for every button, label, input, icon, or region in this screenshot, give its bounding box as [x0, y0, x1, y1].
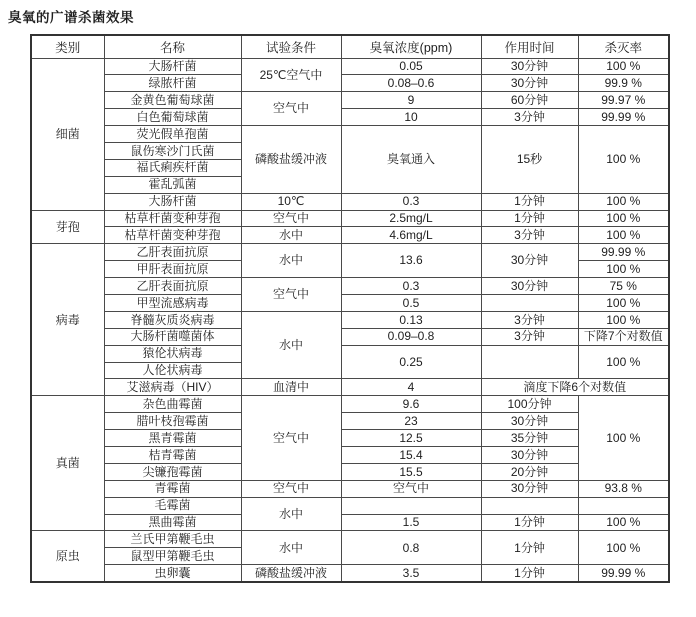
table-row — [31, 514, 669, 531]
table-row — [31, 210, 669, 227]
table-cell: 杂色曲霉菌 — [104, 396, 241, 413]
table-cell: 0.3 — [341, 278, 481, 295]
table-cell: 0.3 — [341, 193, 481, 210]
table-cell: 空气中 — [241, 92, 341, 126]
table-row — [31, 227, 669, 244]
table-cell: 脊髓灰质炎病毒 — [104, 311, 241, 328]
table-row — [31, 35, 669, 58]
table-cell: 75 % — [578, 278, 669, 295]
table-cell: 病毒 — [31, 244, 104, 396]
table-cell: 13.6 — [341, 244, 481, 278]
table-cell: 大肠杆菌 — [104, 193, 241, 210]
table-cell: 15.4 — [341, 446, 481, 463]
table-cell: 下降7个对数值 — [578, 328, 669, 345]
table-cell: 3分钟 — [481, 109, 578, 126]
table-cell: 1分钟 — [481, 514, 578, 531]
table-cell: 黑青霉菌 — [104, 430, 241, 447]
table-cell: 100 % — [578, 345, 669, 379]
table-cell: 水中 — [241, 244, 341, 278]
table-cell: 3分钟 — [481, 227, 578, 244]
page-title: 臭氧的广谱杀菌效果 — [8, 10, 134, 25]
table-cell: 9.6 — [341, 396, 481, 413]
table-cell: 磷酸盐缓冲液 — [241, 565, 341, 582]
table-cell: 100 % — [578, 514, 669, 531]
table-cell: 9 — [341, 92, 481, 109]
table-cell: 水中 — [241, 497, 341, 531]
table-cell: 100分钟 — [481, 396, 578, 413]
table-cell: 4.6mg/L — [341, 227, 481, 244]
table-cell: 兰氏甲第鞭毛虫 — [104, 531, 241, 548]
table-cell: 0.8 — [341, 531, 481, 565]
table-row — [31, 92, 669, 109]
table-cell: 滴度下降6个对数值 — [481, 379, 669, 396]
table-cell: 青霉菌 — [104, 480, 241, 497]
sterilization-table — [30, 34, 670, 583]
table-cell: 15.5 — [341, 463, 481, 480]
table-row — [31, 379, 669, 396]
table-row — [31, 345, 669, 362]
table-row — [31, 126, 669, 143]
table-cell: 猿伦状病毒 — [104, 345, 241, 362]
table-row — [31, 430, 669, 447]
table-cell — [481, 497, 578, 514]
table-cell: 25℃空气中 — [241, 58, 341, 92]
table-row — [31, 278, 669, 295]
table-cell: 空气中 — [341, 480, 481, 497]
table-cell: 细菌 — [31, 58, 104, 210]
table-cell: 10 — [341, 109, 481, 126]
table-container — [30, 34, 696, 583]
table-cell: 0.08–0.6 — [341, 75, 481, 92]
table-cell: 100 % — [578, 531, 669, 565]
table-cell: 1分钟 — [481, 531, 578, 565]
table-row — [31, 193, 669, 210]
column-header: 作用时间 — [481, 35, 578, 58]
table-cell: 空气中 — [241, 396, 341, 480]
table-cell — [481, 294, 578, 311]
table-cell: 100 % — [578, 261, 669, 278]
table-cell: 3分钟 — [481, 328, 578, 345]
table-cell: 鼠伤寒沙门氏菌 — [104, 142, 241, 159]
column-header: 名称 — [104, 35, 241, 58]
table-cell: 腊叶枝孢霉菌 — [104, 413, 241, 430]
table-cell: 水中 — [241, 531, 341, 565]
table-cell: 枯草杆菌变种芽孢 — [104, 227, 241, 244]
table-header-row — [31, 35, 669, 58]
table-cell: 甲肝表面抗原 — [104, 261, 241, 278]
table-cell: 0.25 — [341, 345, 481, 379]
table-cell: 20分钟 — [481, 463, 578, 480]
table-cell: 1.5 — [341, 514, 481, 531]
table-cell: 23 — [341, 413, 481, 430]
table-cell: 霍乱弧菌 — [104, 176, 241, 193]
table-cell: 桔青霉菌 — [104, 446, 241, 463]
column-header: 臭氧浓度(ppm) — [341, 35, 481, 58]
table-cell: 原虫 — [31, 531, 104, 582]
table-cell: 磷酸盐缓冲液 — [241, 126, 341, 194]
table-cell: 35分钟 — [481, 430, 578, 447]
table-cell: 金黄色葡萄球菌 — [104, 92, 241, 109]
table-cell: 荧光假单孢菌 — [104, 126, 241, 143]
table-cell: 3分钟 — [481, 311, 578, 328]
table-cell: 水中 — [241, 227, 341, 244]
table-cell: 30分钟 — [481, 244, 578, 278]
table-cell: 10℃ — [241, 193, 341, 210]
table-cell: 乙肝表面抗原 — [104, 244, 241, 261]
table-cell: 15秒 — [481, 126, 578, 194]
table-cell: 30分钟 — [481, 413, 578, 430]
table-cell: 血清中 — [241, 379, 341, 396]
table-cell: 100 % — [578, 294, 669, 311]
table-cell: 空气中 — [241, 278, 341, 312]
table-row — [31, 58, 669, 75]
table-row — [31, 75, 669, 92]
table-cell: 100 % — [578, 311, 669, 328]
table-cell: 0.09–0.8 — [341, 328, 481, 345]
table-cell: 1分钟 — [481, 565, 578, 582]
table-cell: 芽孢 — [31, 210, 104, 244]
table-cell: 99.9 % — [578, 75, 669, 92]
table-cell: 12.5 — [341, 430, 481, 447]
table-cell: 100 % — [578, 58, 669, 75]
table-row — [31, 413, 669, 430]
table-cell: 艾滋病毒（HIV） — [104, 379, 241, 396]
table-cell: 1分钟 — [481, 210, 578, 227]
table-cell: 鼠型甲第鞭毛虫 — [104, 548, 241, 565]
table-cell: 100 % — [578, 396, 669, 480]
table-row — [31, 446, 669, 463]
table-cell: 60分钟 — [481, 92, 578, 109]
column-header: 试验条件 — [241, 35, 341, 58]
table-cell: 2.5mg/L — [341, 210, 481, 227]
table-cell — [341, 497, 481, 514]
table-cell: 福氏痢疾杆菌 — [104, 159, 241, 176]
table-cell: 30分钟 — [481, 58, 578, 75]
table-row — [31, 463, 669, 480]
table-row — [31, 328, 669, 345]
table-cell: 1分钟 — [481, 193, 578, 210]
table-cell: 100 % — [578, 193, 669, 210]
table-cell: 0.05 — [341, 58, 481, 75]
table-cell: 甲型流感病毒 — [104, 294, 241, 311]
table-cell: 虫卵囊 — [104, 565, 241, 582]
table-cell: 毛霉菌 — [104, 497, 241, 514]
table-row — [31, 497, 669, 514]
table-row — [31, 244, 669, 261]
table-cell: 人伦状病毒 — [104, 362, 241, 379]
table-cell: 99.99 % — [578, 565, 669, 582]
table-cell: 93.8 % — [578, 480, 669, 497]
table-cell: 99.97 % — [578, 92, 669, 109]
table-cell: 100 % — [578, 210, 669, 227]
table-cell: 4 — [341, 379, 481, 396]
table-body — [31, 58, 669, 582]
table-cell: 枯草杆菌变种芽孢 — [104, 210, 241, 227]
table-cell: 30分钟 — [481, 480, 578, 497]
table-row — [31, 109, 669, 126]
table-cell: 绿脓杆菌 — [104, 75, 241, 92]
table-cell: 3.5 — [341, 565, 481, 582]
table-cell — [481, 345, 578, 379]
table-cell: 臭氧通入 — [341, 126, 481, 194]
table-cell: 空气中 — [241, 210, 341, 227]
table-row — [31, 565, 669, 582]
table-cell: 99.99 % — [578, 244, 669, 261]
table-row — [31, 396, 669, 413]
table-cell: 大肠杆菌 — [104, 58, 241, 75]
table-row — [31, 311, 669, 328]
column-header: 杀灭率 — [578, 35, 669, 58]
table-cell: 30分钟 — [481, 75, 578, 92]
table-row — [31, 480, 669, 497]
table-cell: 黑曲霉菌 — [104, 514, 241, 531]
table-cell: 0.5 — [341, 294, 481, 311]
table-cell: 白色葡萄球菌 — [104, 109, 241, 126]
table-cell: 乙肝表面抗原 — [104, 278, 241, 295]
table-cell: 大肠杆菌噬菌体 — [104, 328, 241, 345]
table-cell: 水中 — [241, 311, 341, 379]
table-cell: 99.99 % — [578, 109, 669, 126]
table-row — [31, 294, 669, 311]
table-row — [31, 531, 669, 548]
table-cell: 100 % — [578, 126, 669, 194]
table-cell: 尖镰孢霉菌 — [104, 463, 241, 480]
table-cell: 30分钟 — [481, 446, 578, 463]
table-cell: 30分钟 — [481, 278, 578, 295]
table-cell: 空气中 — [241, 480, 341, 497]
table-cell: 100 % — [578, 227, 669, 244]
table-cell: 0.13 — [341, 311, 481, 328]
column-header: 类别 — [31, 35, 104, 58]
table-cell — [578, 497, 669, 514]
table-cell: 真菌 — [31, 396, 104, 531]
